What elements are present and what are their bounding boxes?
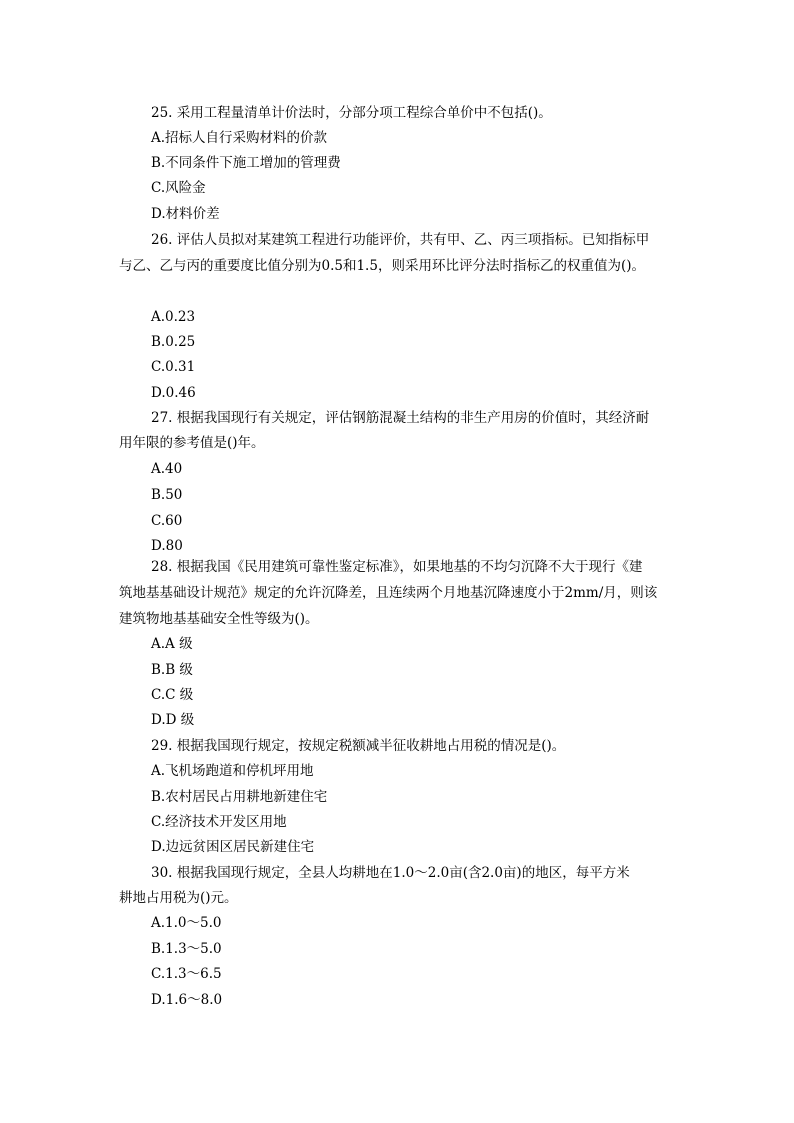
question-30-text-line-1: 30. 根据我国现行规定，全县人均耕地在1.0～2.0亩(含2.0亩)的地区，每平方米 (151, 865, 630, 881)
question-29-text: 29. 根据我国现行规定，按规定税额减半征收耕地占用税的情况是()。 (151, 738, 566, 754)
question-25-option-b: B.不同条件下施工增加的管理费 (151, 155, 341, 171)
question-29-option-c: C.经济技术开发区用地 (151, 814, 287, 830)
question-27-text-line-2: 用年限的参考值是()年。 (119, 435, 265, 451)
question-26-option-a: A.0.23 (151, 309, 196, 325)
question-30-option-d: D.1.6～8.0 (151, 992, 223, 1008)
question-28-text-line-2: 筑地基基础设计规范》规定的允许沉降差，且连续两个月地基沉降速度小于2mm/月，则该 (119, 585, 658, 601)
question-28-text-line-1: 28. 根据我国《民用建筑可靠性鉴定标准》，如果地基的不均匀沉降不大于现行《建 (151, 559, 643, 575)
question-26-text-line-1: 26. 评估人员拟对某建筑工程进行功能评价，共有甲、乙、丙三项指标。已知指标甲 (151, 232, 650, 248)
question-28-text-line-3: 建筑物地基基础安全性等级为()。 (119, 611, 319, 627)
question-30-text-line-2: 耕地占用税为()元。 (119, 890, 238, 906)
question-30-option-a: A.1.0～5.0 (151, 915, 222, 931)
question-28-option-c: C.C 级 (151, 687, 194, 703)
question-27-option-b: B.50 (151, 487, 183, 503)
question-25-option-c: C.风险金 (151, 180, 206, 196)
question-30-option-b: B.1.3～5.0 (151, 941, 222, 957)
question-29-option-d: D.边远贫困区居民新建住宅 (151, 839, 315, 855)
question-25-text: 25. 采用工程量清单计价法时，分部分项工程综合单价中不包括()。 (151, 105, 552, 121)
question-26-option-d: D.0.46 (151, 385, 196, 401)
question-26-option-c: C.0.31 (151, 359, 196, 375)
question-28-option-b: B.B 级 (151, 662, 193, 678)
question-27-option-c: C.60 (151, 513, 183, 529)
question-28-option-d: D.D 级 (151, 712, 195, 728)
question-27-option-a: A.40 (151, 461, 183, 477)
question-29-option-a: A.飞机场跑道和停机坪用地 (151, 763, 314, 779)
question-25-option-d: D.材料价差 (151, 206, 220, 222)
question-30-option-c: C.1.3～6.5 (151, 966, 222, 982)
question-27-option-d: D.80 (151, 538, 183, 554)
question-25-option-a: A.招标人自行采购材料的价款 (151, 130, 328, 146)
question-27-text-line-1: 27. 根据我国现行有关规定，评估钢筋混凝土结构的非生产用房的价值时，其经济耐 (151, 410, 650, 426)
question-26-option-b: B.0.25 (151, 334, 196, 350)
question-28-option-a: A.A 级 (151, 636, 193, 652)
question-29-option-b: B.农村居民占用耕地新建住宅 (151, 789, 328, 805)
question-26-text-line-2: 与乙、乙与丙的重要度比值分别为0.5和1.5，则采用环比评分法时指标乙的权重值为()。 (119, 258, 645, 274)
